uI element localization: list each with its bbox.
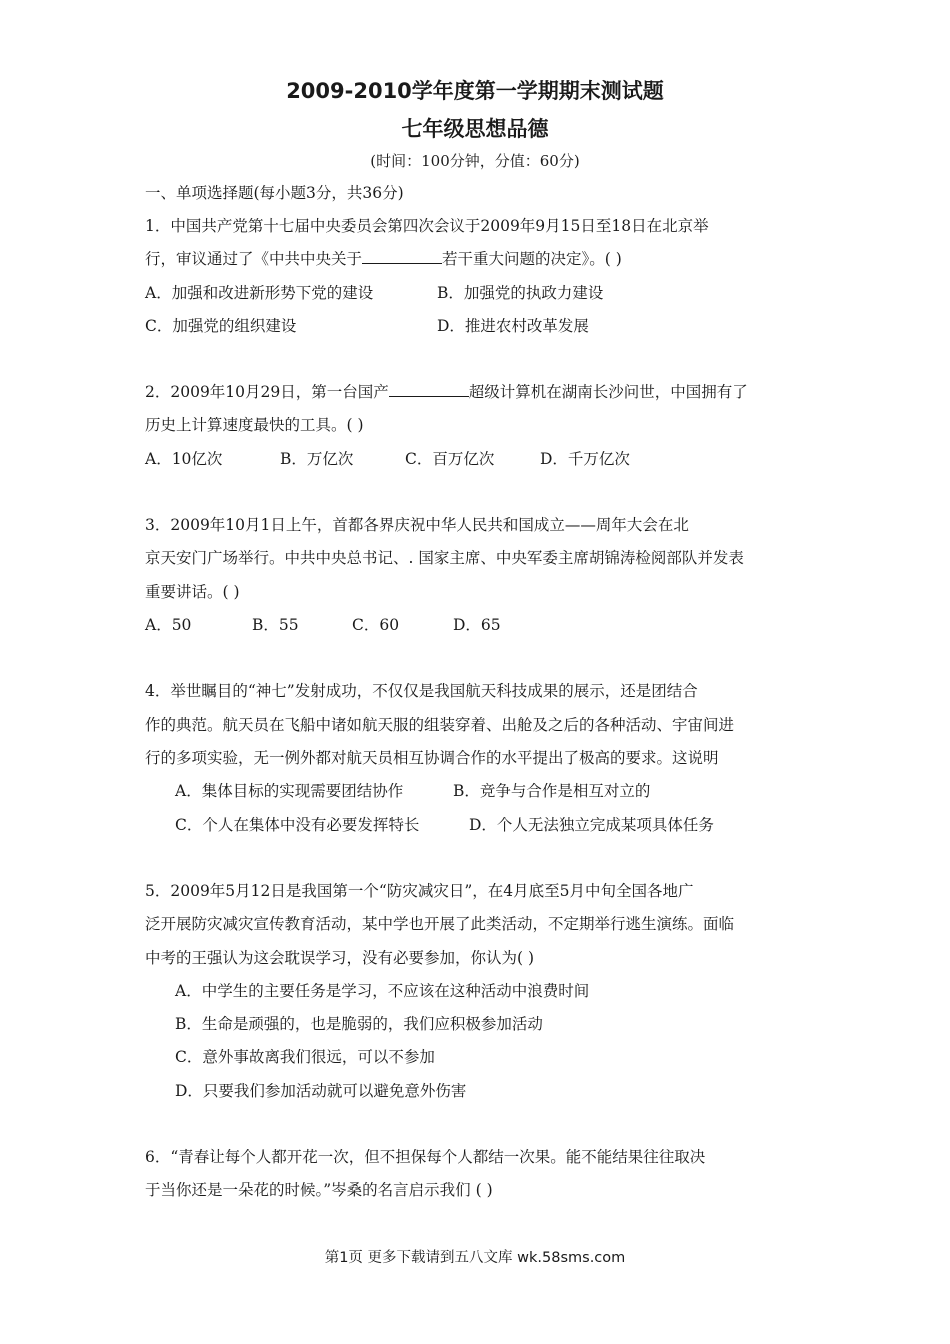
q4-option-d: D．个人无法独立完成某项具体任务 [469, 816, 714, 834]
q4-option-a: A．集体目标的实现需要团结协作 [175, 782, 404, 800]
q5-option-d: D．只要我们参加活动就可以避免意外伤害 [175, 1082, 467, 1100]
q5-line-2: 泛开展防灾减灾宣传教育活动，某中学也开展了此类活动，不定期举行逃生演练。面临 [145, 915, 735, 933]
section-heading: 一、单项选择题(每小题3分，共36分) [145, 184, 404, 202]
q1-line-2a: 行，审议通过了《中共中央关于 [145, 250, 363, 268]
q4-option-b: B．竞争与合作是相互对立的 [453, 782, 651, 800]
page-footer: 第1页 更多下载请到五八文库 wk.58sms.com [324, 1250, 626, 1266]
exam-meta: (时间：100分钟，分值：60分) [370, 152, 580, 170]
q1-blank [362, 249, 442, 264]
exam-title: 2009-2010学年度第一学期期末测试题 [286, 79, 664, 103]
q3-option-c: C．60 [352, 616, 400, 634]
q6-line-1: 6．“青春让每个人都开花一次，但不担保每个人都结一次果。能不能结果往往取决 [145, 1148, 706, 1166]
q1-option-d: D．推进农村改革发展 [437, 317, 589, 335]
q2-blank [389, 382, 469, 397]
q4-option-c: C．个人在集体中没有必要发挥特长 [175, 816, 420, 834]
q3-line-3: 重要讲话。( ) [145, 583, 240, 601]
q1-line-1: 1．中国共产党第十七届中央委员会第四次会议于2009年9月15日至18日在北京举 [145, 217, 709, 235]
q5-line-3: 中考的王强认为这会耽误学习，没有必要参加，你认为( ) [145, 949, 535, 967]
q1-line-2 [145, 248, 622, 270]
q5-option-b: B．生命是顽强的，也是脆弱的，我们应积极参加活动 [175, 1015, 543, 1033]
q5-option-a: A．中学生的主要任务是学习，不应该在这种活动中浪费时间 [175, 982, 590, 1000]
q2-line-1b: 超级计算机在湖南长沙问世，中国拥有了 [468, 383, 748, 401]
exam-subtitle: 七年级思想品德 [401, 117, 549, 141]
q1-option-a: A．加强和改进新形势下党的建设 [145, 284, 374, 302]
q5-line-1: 5．2009年5月12日是我国第一个“防灾减灾日”，在4月底至5月中旬全国各地广 [145, 882, 694, 900]
q2-option-c: C．百万亿次 [405, 450, 495, 468]
q6-line-2: 于当你还是一朵花的时候。”岑桑的名言启示我们 ( ) [145, 1181, 493, 1199]
q1-option-b: B．加强党的执政力建设 [437, 284, 604, 302]
q3-line-2: 京天安门广场举行。中共中央总书记、. 国家主席、中央军委主席胡锦涛检阅部队并发表 [145, 549, 744, 567]
q3-line-1: 3．2009年10月1日上午，首都各界庆祝中华人民共和国成立——周年大会在北 [145, 516, 689, 534]
q3-option-b: B．55 [252, 616, 299, 634]
q3-option-a: A．50 [145, 616, 192, 634]
q2-line-1a: 2．2009年10月29日，第一台国产 [145, 383, 389, 401]
q5-option-c: C．意外事故离我们很远，可以不参加 [175, 1048, 435, 1066]
q2-option-a: A．10亿次 [145, 450, 223, 468]
q4-line-1: 4．举世瞩目的“神七”发射成功，不仅仅是我国航天科技成果的展示，还是团结合 [145, 682, 698, 700]
q4-line-3: 行的多项实验，无一例外都对航天员相互协调合作的水平提出了极高的要求。这说明 [145, 749, 719, 767]
q2-option-d: D．千万亿次 [540, 450, 630, 468]
q1-option-c: C．加强党的组织建设 [145, 317, 297, 335]
q2-line-1 [145, 381, 748, 403]
q2-option-b: B．万亿次 [280, 450, 354, 468]
q4-line-2: 作的典范。航天员在飞船中诸如航天服的组装穿着、出舱及之后的各种活动、宇宙间进 [145, 716, 735, 734]
q1-line-2b: 若干重大问题的决定》。( ) [442, 250, 622, 268]
q3-option-d: D．65 [453, 616, 501, 634]
q2-line-2: 历史上计算速度最快的工具。( ) [145, 416, 364, 434]
